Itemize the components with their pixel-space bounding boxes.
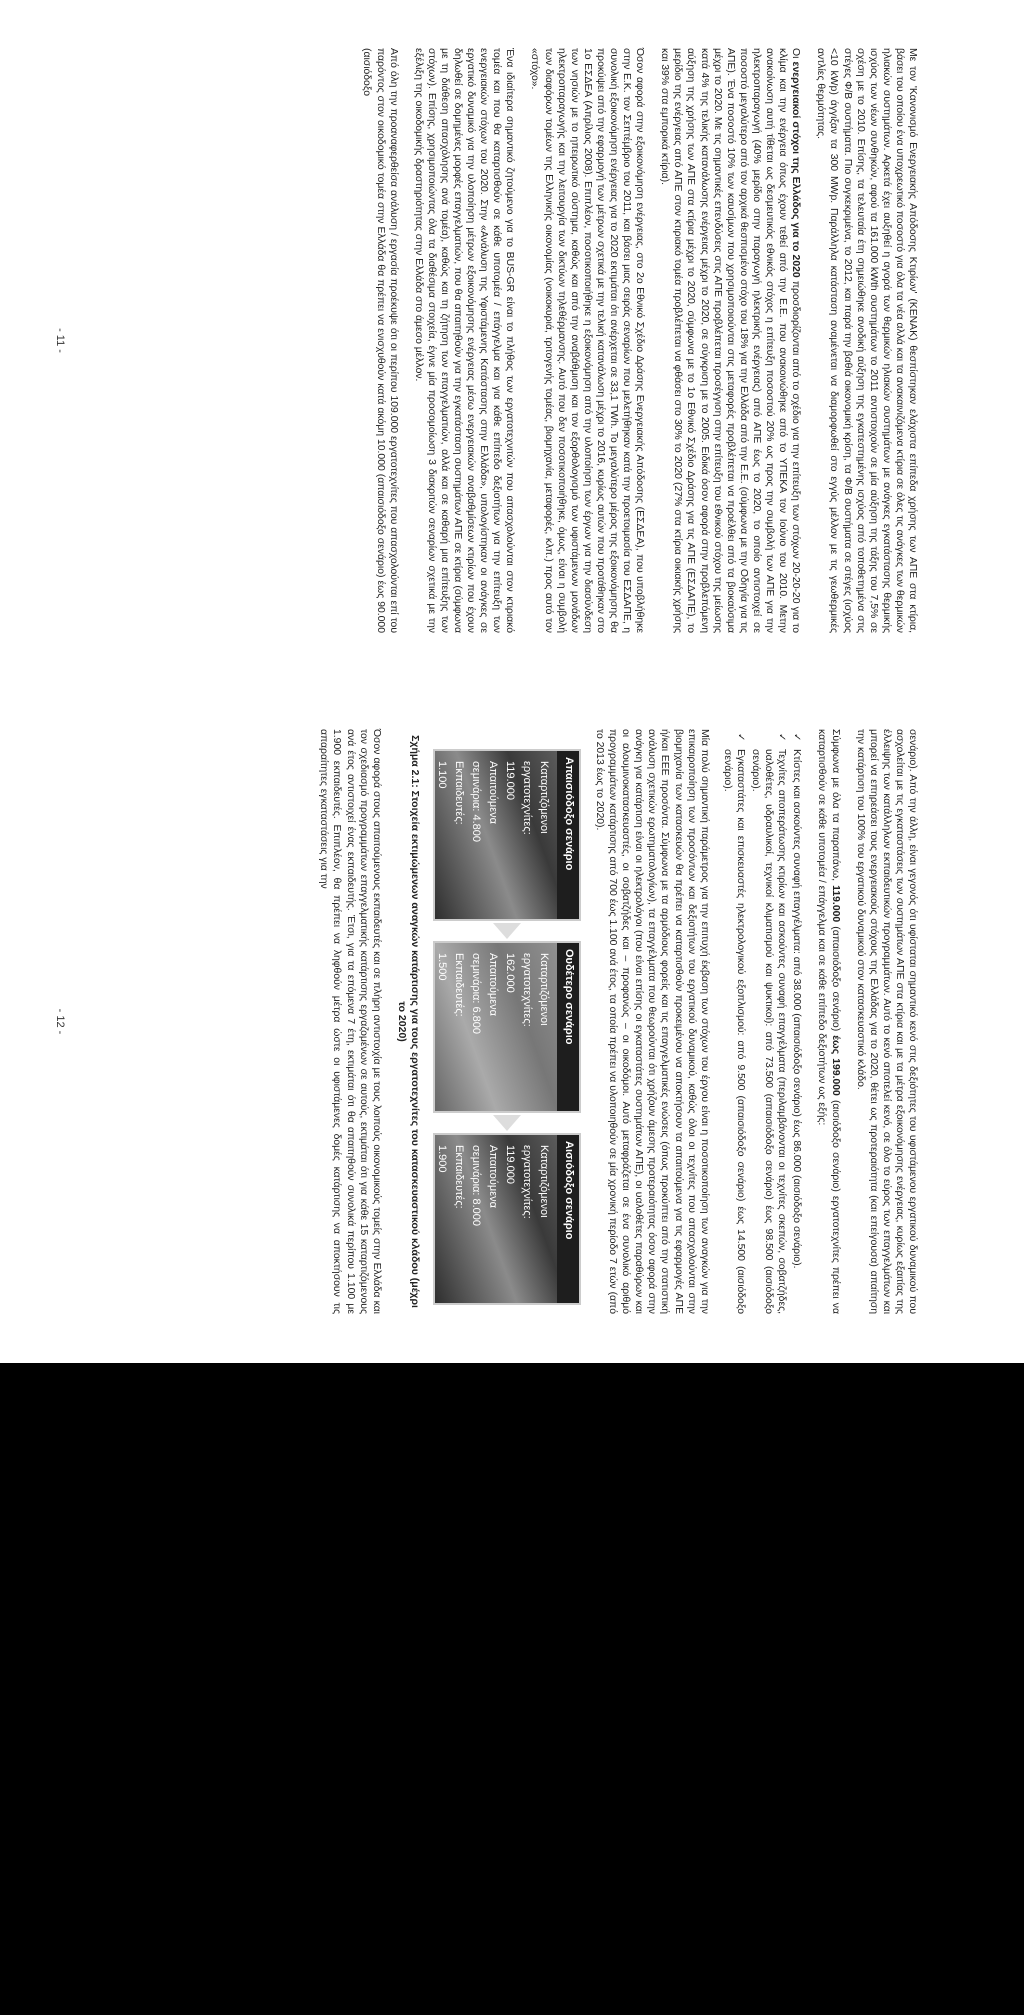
scenario-line: Καταρτιζόμενοι	[537, 1145, 550, 1218]
scenario-line: 119.000	[503, 1145, 516, 1184]
scenario-line: σεμινάρια: 4.800	[469, 761, 482, 843]
arrow-right-icon	[493, 923, 521, 939]
scenario-body	[426, 1135, 557, 1303]
bullet-item: ✓ Τεχνίτες αποπεράτωσης κτιρίων και ασκούντες συναφή επαγγέλματα (περιλαμβάνονται οι τεχνίτες σκεπών, σοβατζήδες, υαλοθέτες, υδραυλικοί, τεχνικοί κλιματισμού και ψυκτικοί): από 73.500 (απαισιόδοξο σενάριο) έως 98.500 (αισιόδοξο σενάριο).	[749, 741, 788, 1314]
scenario-box-neutral	[433, 941, 581, 1113]
scenario-line: 1.500	[435, 953, 448, 981]
scenario-line: Καταρτιζόμενοι	[537, 761, 550, 834]
scenario-line: Απαιτούμενα	[486, 1145, 499, 1208]
right-paragraph-2	[815, 729, 841, 1314]
page-left	[0, 0, 1024, 681]
scenario-line: 119.000	[503, 761, 516, 800]
right-paragraph-4: Όσον αφορά στους απαιτούμενους εκπαιδευτές και σε πλήρη αντιστοιχία με τους λοιπούς οικονομικούς τομείς στην Ελλάδα και τον σχεδιασμό προγραμμάτων επαγγελματικής κατάρτισης εργαζομένων σε αυτούς, εκτιμάται ότι για κάθε 15 καταρτιζόμενους ανά έτος αντιστοιχεί ένας εκπαιδευτής. Έτσι, για τα επόμενα 7 έτη, εκτιμάται ότι θα απαιτηθούν συνολικά περίπου 1.100 με 1.900 εκπαιδευτές. Επιπλέον, θα πρέπει να ληφθούν μέτρα ώστε οι υφιστάμενες δομές κατάρτισης να αποκτήσουν τις απαραίτητες εγκαταστάσεις για την	[318, 729, 382, 1314]
bullet-item: ✓ Εγκαταστάτες και επισκευαστές ηλεκτρολογικού εξοπλισμού: από 9.500 (απαισιόδοξο σενάριο) έως 14.500 (αισιόδοξο σενάριο).	[721, 741, 747, 1314]
scenario-line: Απαιτούμενα	[486, 761, 499, 824]
left-p2-bold: ενεργειακοί στόχοι της Ελλάδος για το 2020	[790, 61, 802, 278]
left-paragraph-2	[658, 48, 802, 633]
right-p2-mid: (απαισιόδοξο σενάριο)	[829, 922, 841, 1036]
left-paragraph-3: Όσον αφορά στην εξοικονόμηση ενέργειας, στο 2ο Εθνικό Σχέδιο Δράσης Ενεργειακής Απόδοσης (ΕΣΔΕΑ), που υποβλήθηκε στην Ε.Κ. τον Σεπτέμβριο του 2011, και βάσει μιας σειράς σεναρίων που μελετήθηκαν κατά την προετοιμασία του ΕΣΔΑΠΕ, η συνολική εξοικονόμηση ενέργειας για το 2020 εκτιμάται ότι ανέρχεται σε 33,1 TWh. Το μεγαλύτερο μέρος της εξοικονόμησης θα προκύψει από την εφαρμογή των μέτρων σχετικά με την τελική κατανάλωση μέχρι το 2016, κυρίως αυτών που προτάθηκαν στο 1ο ΕΣΔΕΑ (Απρίλιος 2008). Επιπλέον, ποσοτικοποιήθηκε η εξοικονόμηση από την υλοποίηση των έργων για την διασύνδεση των νησιών με το ηπειρωτικό σύστημα, καθώς και από την αναβάθμιση και τον εξορθολογισμό των υφιστάμενων μονάδων ηλεκτροπαραγωγής και την λειτουργία των δικτύων τηλεθέρμανσης. Αυτό που δεν ποσοτικοποιήθηκε, όμως, είναι η συμβολή των διαφόρων τομέων της Ελληνικής οικονομίας (νοικοκυριά, τριτογενής τομέας, βιομηχανία, μεταφορές, κλπ.) προς αυτό τον «στόχο».	[529, 48, 646, 633]
right-p2-rest: (αισιόδοξο σενάριο) εργατοτεχνίτες πρέπει να καταρτισθούν σε κάθε υποτομέα / επάγγελμα και σε κάθε επίπεδο δεξιοτήτων ως εξής:	[816, 729, 841, 1314]
scenario-line: εργατοτεχνίτες:	[520, 953, 533, 1027]
right-paragraph-3: Μία πολύ σημαντική παράμετρος για την επιτυχή έκβαση των στόχων του έργου είναι η ποσοτικοποίηση των αναγκών για την επικαιροποίηση των προσόντων και δεξιοτήτων του εργατικού δυναμικού, καθώς όλοι οι τεχνίτες που απασχολούνται στην βιομηχανία των κατασκευών θα πρέπει να καταρτισθούν προκειμένου να αποκτήσουν τα απαιτούμενα για τις εφαρμογές ΑΠΕ ή/και ΕΕΕ προσόντα. Σύμφωνα με τα αρμόδιους φορείς και τις επαγγελματικές ενώσεις (όπως προκύπτει από την στατιστική ανάλυση σχετικών ερωτηματολογίων), τα επαγγέλματα που θεωρούνται ότι χρήζουν άμεσης προτεραιότητας όσον αφορά στην ανάγκη για κατάρτιση είναι οι ηλεκτρολόγοι (που είναι επίσης οι εγκαταστάτες συστημάτων ΑΠΕ), οι υαλοθέτες παραθύρων και οι αλουμινοκατασκευαστές, οι σοβατζήδες και – προφανώς – οι οικοδόμοι. Αυτό μεταφράζεται σε ένα συνολικό αριθμό προγραμμάτων κατάρτισης από 700 έως 1.100 ανά έτος, τα οποία πρέπει να υλοποιηθούν σε μία χρονική περίοδο 7 ετών (από το 2013 έως το 2020).	[594, 729, 710, 1314]
scenario-line: εργατοτεχνίτες:	[520, 1145, 533, 1219]
arrow-right-icon	[493, 1115, 521, 1131]
left-p2-rest: προσδιορίζονται από το σχέδιο για την επίτευξη των στόχων 20-20-20 για το κλίμα και την ενέργεια όπως έχουν τεθεί από την Ε.Ε. που ανακοινώθηκε από το ΥΠΕΚΑ τον Ιούνιο του 2010. Μετην ανακοίνωση αυτή τίθεται ως δεσμευτικός εθνικός στόχος η επίτευξη ποσοστού 20% ως προς την συμβολή των ΑΠΕ για την ηλεκτροπαραγωγή (40% μερίδιο στην παραγωγή ηλεκτρικής ενέργειας) από ΑΠΕ έως το 2020, το οποίο αντιστοιχεί σε ποσοστό μεγαλύτερο από τον αρχικά θεσπισμένο στόχο του 18% για την Ελλάδα από την Ε.Ε. (σύμφωνα με την Οδηγία για τις ΑΠΕ). Ένα ποσοστό 10% των καυσίμων που χρησιμοποιούνται στις μεταφορές προβλέπεται να προέλθει από τα βιοκαύσιμα μέχρι το 2020. Με τις σημαντικές επενδύσεις στις ΑΠΕ προβλέπεται προσέγγιση στην επίτευξη του εθνικού στόχου της μείωσης κατά 4% της τελικής κατανάλωσης ενέργειας μέχρι το 2020, σε σύγκριση με το 2005. Ειδικά όσον αφορά στην προβλεπόμενη αύξηση της χρήσης των ΑΠΕ στα κτίρια μέχρι το 2020, σύμφωνα με το 1ο Εθνικό Σχέδιο Δράσης για τις ΑΠΕ (ΕΣΔΑΠΕ), το μερίδιο της ενέργειας από ΑΠΕ στον κτιριακό τομέα προβλέπεται να φθάσει στο 30% το 2020 (27% στα κτίρια οικιακής χρήσης και 39% στα εμπορικά κτίρια).	[659, 48, 802, 633]
scenario-line: Εκπαιδευτές:	[452, 761, 465, 825]
page-right	[0, 681, 1024, 1362]
scenario-line: Καταρτιζόμενοι	[537, 953, 550, 1026]
right-paragraph-1: σενάριο). Από την άλλη, είναι γεγονός ότι υφίσταται σημαντικό κενό στις δεξιότητες του υφιστάμενου εργατικού δυναμικού που ασχολείται με τις εγκαταστάσεις των συστημάτων ΑΠΕ στα κτίρια και με τα μέτρα εξοικονόμησης ενέργειας, κυρίως εξαιτίας της έλλειψης των κατάλληλων εκπαιδευτικών προγραμμάτων. Αυτό το κενό αποτελεί κενό, σε όλο το εύρος των επαγγελμάτων και μπορεί να επηρεάσει τους ενεργειακούς στόχους της Ελλάδας για το 2020, θέτει ως προτεραιότητα (και επείγουσα) απαίτηση την κατάρτιση του 100% του εργατικού δυναμικού στον κατασκευαστικό κλάδο.	[854, 729, 918, 1314]
scenario-title: Ουδέτερο σενάριο	[557, 943, 579, 1111]
scenario-line: σεμινάρια: 6.800	[469, 953, 482, 1035]
left-paragraph-5: Από όλη την προαναφερθείσα ανάλυση / εργασία προέκυψε ότι οι περίπου 109.000 εργατοτεχνίτες που απασχολούνται επί του παρόντος στον οικοδομικό τομέα στην Ελλάδα θα πρέπει να ενισχυθούν κατά ακόμη 10.000 (απαισιόδοξο σενάριο) έως 90.000 (αισιόδοξο	[361, 48, 399, 633]
left-paragraph-4: Ένα ιδιαίτερα σημαντικό ζητούμενο για το BUS-GR είναι το πλήθος των εργατοτεχνιτών που απασχολούνται στον κτιριακό τομέα και που θα καταρτισθούν σε κάθε υποτομέα / επάγγελμα και για κάθε επίπεδο δεξιοτήτων για την επίτευξη των ενεργειακών στόχων του 2020. Στην «Ανάλυση της Υφιστάμενης Κατάστασης στην Ελλάδα», υπολογίστηκαν οι ανάγκες σε εργατικό δυναμικό για την υλοποίηση μέτρων εξοικονόμησης ενέργειας μέσω ενεργειακών αναβαθμίσεων κτιρίων που έχουν δηλωθεί σε δομημένες μορφές επαγγελματιών, που θα απαιτηθούν για την εγκατάσταση συστημάτων ΑΠΕ σε κτίρια (σύμφωνα με τη διάθεση απασχόλησης ανά τομέα), καθώς και τη ζήτηση των επαγγελματιών, αλλά και σε καθαρή μια επίτευξης των στόχων). Επίσης, χρησιμοποιώντας όλα τα διαθέσιμα στοιχεία, έγινε μία προσομοίωση 3 διακριτών σεναρίων σχετικά με την εξέλιξη της οικοδομικής δραστηριότητας στην Ελλάδα στο άμεσο μέλλον.	[412, 48, 516, 633]
left-p2-pre: Οι	[790, 48, 802, 62]
figure-caption: Σχήμα 2.1: Στοιχεία εκτιμώμενων αναγκών κατάρτισης για τους εργατοτεχνίτες του κατασκευαστικού κλάδου (μέχρι το 2020)	[395, 735, 421, 1308]
scenario-box-pessimistic	[433, 749, 581, 921]
scenario-line: 162.000	[503, 953, 516, 993]
scenario-line: σεμινάρια: 8.000	[469, 1145, 482, 1227]
right-p2-bold-1: 119.000	[829, 885, 841, 923]
scenario-line: Εκπαιδευτές:	[452, 953, 465, 1017]
skills-bullet-list	[721, 729, 804, 1314]
scenario-figure	[431, 729, 581, 1314]
right-p2-pre: Σύμφωνα με όλα τα παραπάνω,	[829, 729, 841, 886]
scenario-title: Αισιόδοξο σενάριο	[557, 1135, 579, 1303]
scenario-line: 1.900	[435, 1145, 448, 1173]
scenario-box-optimistic	[433, 1133, 581, 1305]
page-number-left: - 11 -	[54, 328, 66, 353]
scenario-line: Απαιτούμενα	[486, 953, 499, 1016]
scenario-line: Εκπαιδευτές:	[452, 1145, 465, 1209]
scenario-line: εργατοτεχνίτες:	[520, 761, 533, 835]
right-p2-bold-2: έως 199.000	[829, 1035, 841, 1096]
right-text-column	[305, 729, 919, 1314]
bullet-item: ✓ Κτίστες και ασκούντες συναφή επαγγέλματα: από 38.000 (απαισιόδοξο σενάριο) έως 86.000 (αισιόδοξο σενάριο).	[790, 741, 803, 1314]
scenario-title: Απαισιόδοξο σενάριο	[557, 751, 579, 919]
left-paragraph-1: Με τον 'Κανονισμό Ενεργειακής Απόδοσης Κτιρίων' (ΚΕΝΑΚ) θεσπίστηκαν ελάχιστα επίπεδα χρήσης των ΑΠΕ στα κτίρια, βάσει του οποίου ένα υποχρεωτικό ποσοστό για όλα τα νέα αλλά και τα ανακαινιζόμενα κτίρια σε όλες τις ανάγκες των θερμικών ηλιακών συστημάτων. Αρκετά έχει αυξηθεί η αγορά των θερμικών ηλιακών συστημάτων με ανάγκες εγκατάστασης θερμικής ισχύος των νέων συνθηκών, αφού τα 161.000 kWth συστημάτων το 2011 αντιστοιχούν σε μία αύξηση της τάξης του 7,5% σε σχέση με το 2010. Επίσης, τα τελευταία έτη σημειώθηκε ανοδική αύξηση της εγκατεστημένης ισχύος από τοποθετημένα στις στέγες Φ/Β συστήματα. Πιο συγκεκριμένα, το 2012, και παρά την βαθιά οικονομική κρίση, τα Φ/Β συστήματα σε στέγες (ισχύος <10 kWp) άγγιξαν τα 300 MWp. Παράλληλα κατάσταση αναμένεται να διαμορφωθεί στο εγγύς μέλλον με τις γεωθερμικές αντλίες θερμότητας.	[815, 48, 918, 633]
page-number-right: - 12 -	[54, 1008, 66, 1035]
scenario-line: 1.100	[435, 761, 448, 789]
scenario-body	[426, 943, 557, 1111]
scenario-body	[426, 751, 557, 919]
left-text-column	[348, 48, 919, 633]
